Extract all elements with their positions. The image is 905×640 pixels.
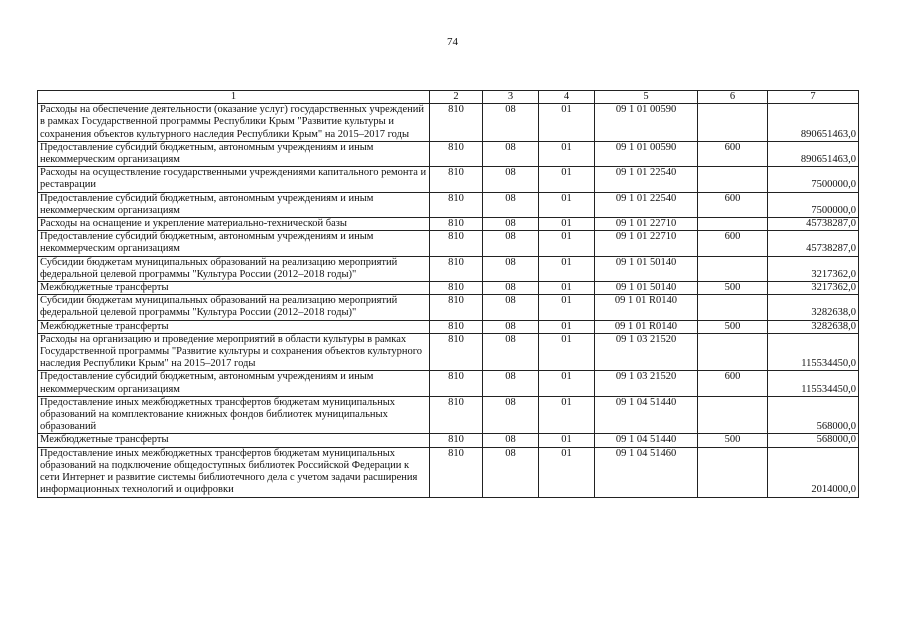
header-cell: 6 (698, 91, 768, 104)
table-row (38, 141, 859, 166)
header-cell: 2 (430, 91, 483, 104)
row-amount: 3282638,0 (768, 295, 859, 320)
row-code-expense-type (698, 333, 768, 371)
table-row (38, 371, 859, 396)
header-cell: 1 (38, 91, 430, 104)
row-code-subsection: 01 (539, 282, 595, 295)
row-amount: 3217362,0 (768, 282, 859, 295)
header-cell: 4 (539, 91, 595, 104)
row-code-target: 09 1 01 22710 (595, 218, 698, 231)
row-code-section: 08 (483, 231, 539, 256)
table-row (38, 333, 859, 371)
row-description: Расходы на обеспечение деятельности (оказание услуг) государственных учреждений в рамках Государственной программы Республики Крым "Развитие культуры и сохранения объектов культурного наследия Республики Крым" на 2015–2017 годы (38, 104, 430, 142)
page-number: 74 (447, 36, 458, 48)
row-code-section: 08 (483, 167, 539, 192)
row-code-ministry: 810 (430, 295, 483, 320)
row-code-ministry: 810 (430, 192, 483, 217)
table-row (38, 320, 859, 333)
table-row (38, 434, 859, 447)
row-amount: 568000,0 (768, 396, 859, 434)
row-amount: 115534450,0 (768, 371, 859, 396)
row-code-ministry: 810 (430, 371, 483, 396)
row-amount: 3282638,0 (768, 320, 859, 333)
row-description: Расходы на осуществление государственными учреждениями капитального ремонта и реставрации (38, 167, 430, 192)
budget-table (37, 90, 859, 498)
row-description: Межбюджетные трансферты (38, 434, 430, 447)
row-code-target: 09 1 01 R0140 (595, 320, 698, 333)
row-code-subsection: 01 (539, 192, 595, 217)
row-code-section: 08 (483, 295, 539, 320)
row-code-subsection: 01 (539, 231, 595, 256)
table-row (38, 447, 859, 497)
row-description: Расходы на организацию и проведение мероприятий в области культуры в рамках Государственной программы "Развитие культуры и сохранения объектов культурного наследия Республики Крым" на 2015–2017 годы (38, 333, 430, 371)
table-row (38, 256, 859, 281)
row-code-section: 08 (483, 282, 539, 295)
row-description: Субсидии бюджетам муниципальных образований на реализацию мероприятий федеральной целевой программы "Культура России (2012–2018 годы)" (38, 256, 430, 281)
row-code-target: 09 1 04 51460 (595, 447, 698, 497)
row-code-target: 09 1 04 51440 (595, 396, 698, 434)
row-code-subsection: 01 (539, 447, 595, 497)
table-row (38, 104, 859, 142)
row-code-ministry: 810 (430, 434, 483, 447)
table-row (38, 192, 859, 217)
row-code-expense-type (698, 447, 768, 497)
row-description: Субсидии бюджетам муниципальных образований на реализацию мероприятий федеральной целевой программы "Культура России (2012–2018 годы)" (38, 295, 430, 320)
row-description: Предоставление субсидий бюджетным, автономным учреждениям и иным некоммерческим организациям (38, 371, 430, 396)
row-code-section: 08 (483, 320, 539, 333)
row-code-subsection: 01 (539, 295, 595, 320)
row-amount: 3217362,0 (768, 256, 859, 281)
row-code-target: 09 1 01 50140 (595, 282, 698, 295)
row-code-subsection: 01 (539, 371, 595, 396)
row-description: Расходы на оснащение и укрепление материально-технической базы (38, 218, 430, 231)
row-code-expense-type (698, 104, 768, 142)
row-code-expense-type (698, 218, 768, 231)
table-row (38, 231, 859, 256)
table-body (38, 91, 859, 498)
row-code-ministry: 810 (430, 104, 483, 142)
table-header-row (38, 91, 859, 104)
row-code-section: 08 (483, 192, 539, 217)
header-cell: 7 (768, 91, 859, 104)
row-code-ministry: 810 (430, 218, 483, 231)
row-code-target: 09 1 01 R0140 (595, 295, 698, 320)
row-code-target: 09 1 03 21520 (595, 371, 698, 396)
row-code-expense-type: 500 (698, 434, 768, 447)
row-code-ministry: 810 (430, 447, 483, 497)
row-code-expense-type (698, 167, 768, 192)
row-code-ministry: 810 (430, 320, 483, 333)
row-amount: 568000,0 (768, 434, 859, 447)
row-code-section: 08 (483, 104, 539, 142)
row-code-expense-type (698, 295, 768, 320)
row-code-section: 08 (483, 371, 539, 396)
row-code-section: 08 (483, 218, 539, 231)
row-code-target: 09 1 01 00590 (595, 104, 698, 142)
row-amount: 45738287,0 (768, 231, 859, 256)
row-code-ministry: 810 (430, 231, 483, 256)
row-code-ministry: 810 (430, 141, 483, 166)
row-description: Межбюджетные трансферты (38, 320, 430, 333)
row-description: Предоставление субсидий бюджетным, автономным учреждениям и иным некоммерческим организациям (38, 192, 430, 217)
row-amount: 7500000,0 (768, 167, 859, 192)
row-code-subsection: 01 (539, 167, 595, 192)
row-code-expense-type: 600 (698, 192, 768, 217)
row-code-expense-type (698, 396, 768, 434)
table-row (38, 396, 859, 434)
table-row (38, 218, 859, 231)
row-amount: 45738287,0 (768, 218, 859, 231)
row-description: Предоставление субсидий бюджетным, автономным учреждениям и иным некоммерческим организациям (38, 141, 430, 166)
row-code-expense-type: 600 (698, 371, 768, 396)
table-row (38, 295, 859, 320)
table-row (38, 282, 859, 295)
row-description: Предоставление иных межбюджетных трансфертов бюджетам муниципальных образований на комплектование книжных фондов библиотек муниципальных образований (38, 396, 430, 434)
row-description: Межбюджетные трансферты (38, 282, 430, 295)
row-code-section: 08 (483, 447, 539, 497)
row-code-ministry: 810 (430, 256, 483, 281)
row-code-subsection: 01 (539, 104, 595, 142)
row-code-ministry: 810 (430, 333, 483, 371)
row-code-target: 09 1 01 22540 (595, 167, 698, 192)
row-amount: 890651463,0 (768, 141, 859, 166)
row-code-expense-type (698, 256, 768, 281)
row-code-target: 09 1 01 00590 (595, 141, 698, 166)
row-code-expense-type: 600 (698, 141, 768, 166)
row-code-section: 08 (483, 333, 539, 371)
row-code-target: 09 1 04 51440 (595, 434, 698, 447)
row-amount: 890651463,0 (768, 104, 859, 142)
row-code-ministry: 810 (430, 167, 483, 192)
row-code-section: 08 (483, 141, 539, 166)
row-code-section: 08 (483, 396, 539, 434)
header-cell: 3 (483, 91, 539, 104)
row-code-subsection: 01 (539, 320, 595, 333)
row-code-section: 08 (483, 434, 539, 447)
row-description: Предоставление иных межбюджетных трансфертов бюджетам муниципальных образований на подключение общедоступных библиотек Российской Федерации к сети Интернет и развитие системы библиотечного дела с учетом задачи расширения информационных технологий и оцифровки (38, 447, 430, 497)
row-code-subsection: 01 (539, 218, 595, 231)
row-code-expense-type: 600 (698, 231, 768, 256)
row-code-subsection: 01 (539, 434, 595, 447)
row-description: Предоставление субсидий бюджетным, автономным учреждениям и иным некоммерческим организациям (38, 231, 430, 256)
header-cell: 5 (595, 91, 698, 104)
row-code-expense-type: 500 (698, 320, 768, 333)
row-code-target: 09 1 01 22540 (595, 192, 698, 217)
row-code-subsection: 01 (539, 256, 595, 281)
row-code-subsection: 01 (539, 333, 595, 371)
row-amount: 7500000,0 (768, 192, 859, 217)
row-code-ministry: 810 (430, 396, 483, 434)
row-code-target: 09 1 01 22710 (595, 231, 698, 256)
row-code-target: 09 1 03 21520 (595, 333, 698, 371)
row-code-target: 09 1 01 50140 (595, 256, 698, 281)
row-code-expense-type: 500 (698, 282, 768, 295)
row-code-subsection: 01 (539, 141, 595, 166)
row-code-section: 08 (483, 256, 539, 281)
row-amount: 115534450,0 (768, 333, 859, 371)
row-code-ministry: 810 (430, 282, 483, 295)
row-amount: 2014000,0 (768, 447, 859, 497)
row-code-subsection: 01 (539, 396, 595, 434)
table-row (38, 167, 859, 192)
